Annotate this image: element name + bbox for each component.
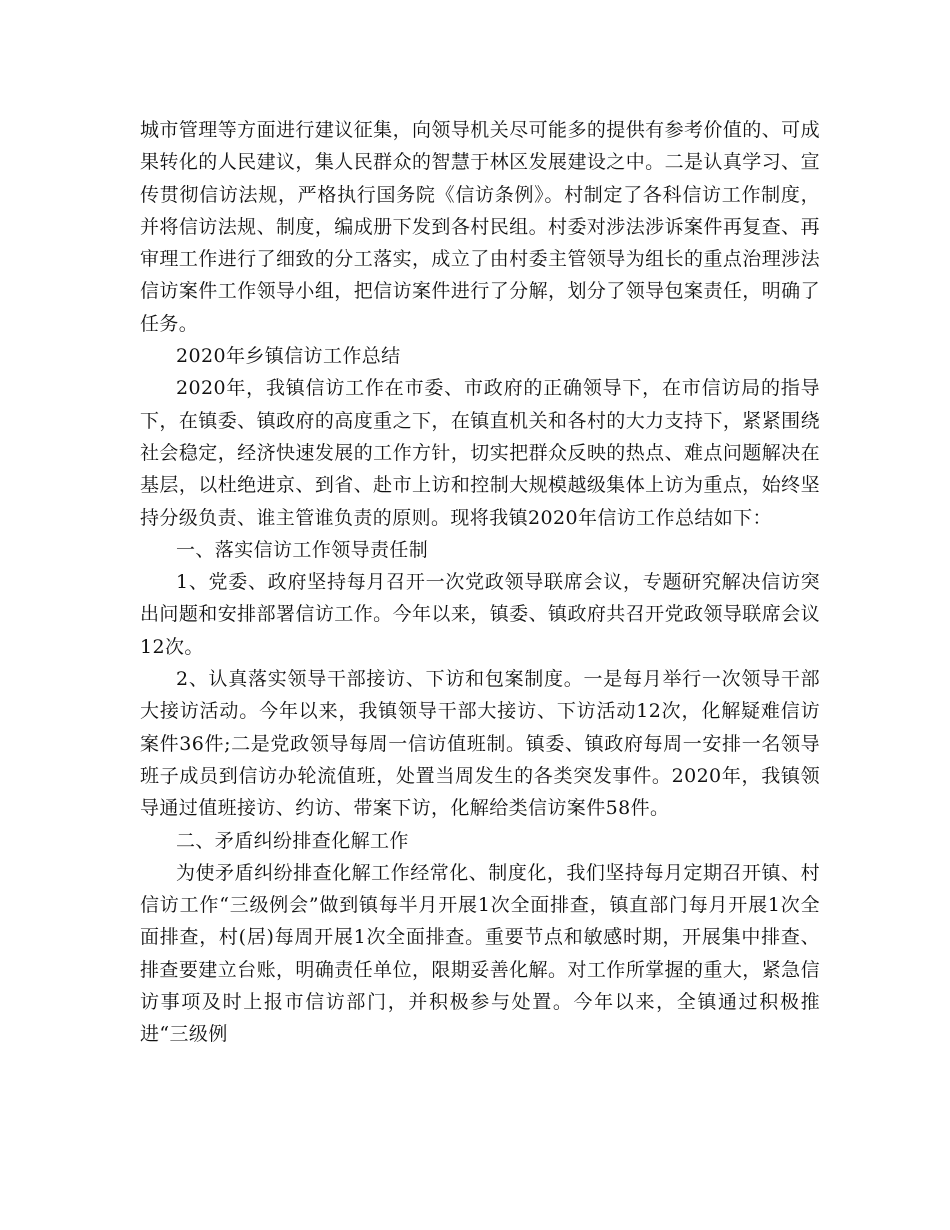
heading-2: 二、矛盾纠纷排查化解工作 bbox=[176, 829, 409, 852]
heading-1: 一、落实信访工作领导责任制 bbox=[176, 538, 429, 561]
paragraph-1: 城市管理等方面进行建议征集，向领导机关尽可能多的提供有参考价值的、可成果转化的人民建议，集人民群众的智慧于林区发展建设之中。二是认真学习、宣传贯彻信访法规，严格执行国务院《信访条例》。村制定了各科信访工作制度，并将信访法规、制度，编成册下发到各村民组。村委对涉法涉诉案件再复查、再审理工作进行了细致的分工落实，成立了由村委主管领导为组长的重点治理涉法信访案件工作领导小组，把信访案件进行了分解，划分了领导包案责任，明确了任务。 bbox=[140, 119, 820, 335]
paragraph-item-1: 1、党委、政府坚持每月召开一次党政领导联席会议，专题研究解决信访突出问题和安排部署信访工作。今年以来，镇委、镇政府共召开党政领导联席会议12次。 bbox=[140, 571, 820, 658]
paragraph-intro: 2020年，我镇信访工作在市委、市政府的正确领导下，在市信访局的指导下，在镇委、镇政府的高度重之下，在镇直机关和各村的大力支持下，紧紧围绕社会稳定，经济快速发展的工作方针，切实把群众反映的热点、难点问题解决在基层，以杜绝进京、到省、赴市上访和控制大规模越级集体上访为重点，始终坚持分级负责、谁主管谁负责的原则。现将我镇2020年信访工作总结如下： bbox=[140, 377, 820, 529]
document-body bbox=[140, 114, 820, 1051]
section-title-summary: 2020年乡镇信访工作总结 bbox=[176, 345, 401, 368]
paragraph-item-2: 2、认真落实领导干部接访、下访和包案制度。一是每月举行一次领导干部大接访活动。今年以来，我镇领导干部大接访、下访活动12次，化解疑难信访案件36件;二是党政领导每周一信访值班制。镇委、镇政府每周一安排一名领导班子成员到信访办轮流值班，处置当周发生的各类突发事件。2020年，我镇领导通过值班接访、约访、带案下访，化解给类信访案件58件。 bbox=[140, 668, 820, 820]
paragraph-disputes: 为使矛盾纠纷排查化解工作经常化、制度化，我们坚持每月定期召开镇、村信访工作“三级例会”做到镇每半月开展1次全面排查，镇直部门每月开展1次全面排查，村(居)每周开展1次全面排查。重要节点和敏感时期，开展集中排查、排查要建立台账，明确责任单位，限期妥善化解。对工作所掌握的重大，紧急信访事项及时上报市信访部门，并积极参与处置。今年以来，全镇通过积极推进“三级例 bbox=[140, 861, 820, 1046]
